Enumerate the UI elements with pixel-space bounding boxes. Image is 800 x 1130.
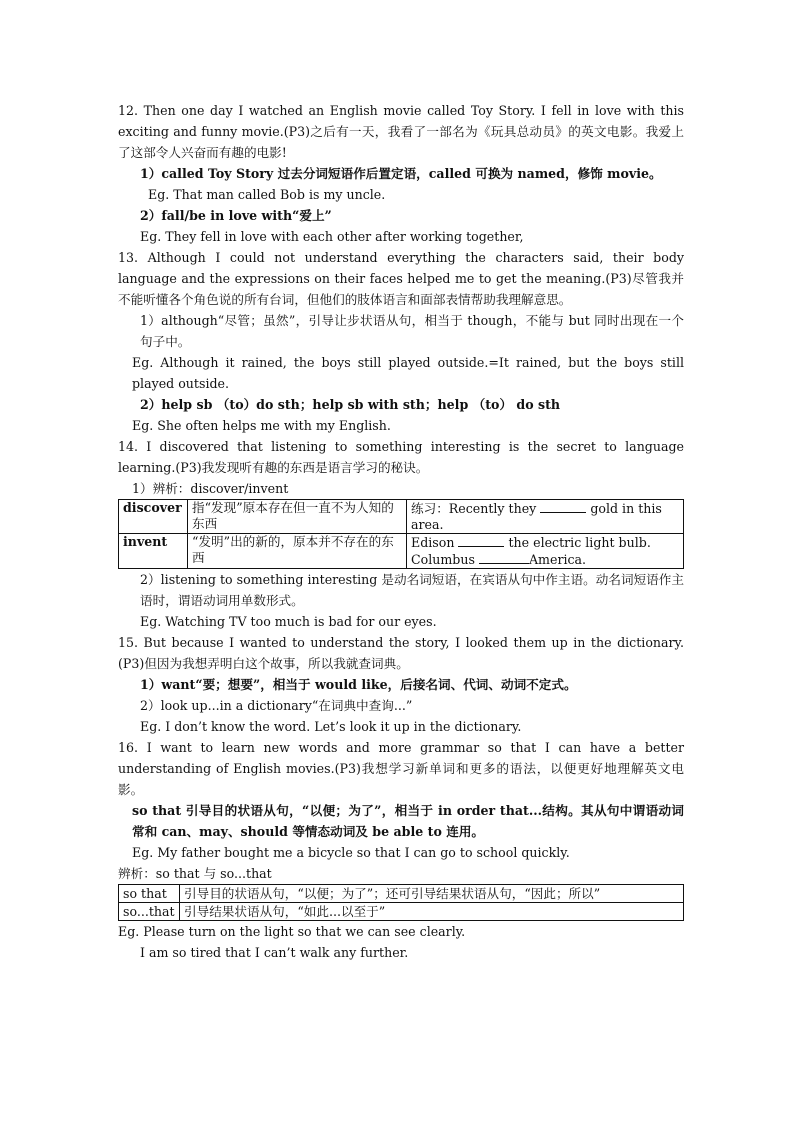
- item-13-sentence: 13. Although I could not understand everything the characters said, their body language and the expressions on their faces helped me to get the meaning.(P3)尽管我并不能听懂各个角色说的所有台词，但他们的肢体语言和面部表情帮助我理解意思。: [118, 250, 684, 307]
- table-cell-word: discover: [119, 500, 188, 534]
- item-13-example-2: Eg. She often helps me with my English.: [132, 418, 391, 433]
- table-row: [119, 534, 684, 569]
- item-12-point-2: 2）fall/be in love with“爱上”: [140, 208, 332, 223]
- table-cell-desc: 引导目的状语从句，“以便；为了”；还可引导结果状语从句，“因此；所以”: [180, 885, 684, 903]
- table-row: [119, 500, 684, 534]
- item-12-sentence: 12. Then one day I watched an English movie called Toy Story. I fell in love with this exciting and funny movie.(P3)之后有一天，我看了一部名为《玩具总动员》的英文电影。我爱上了这部令人兴奋而有趣的电影!: [118, 103, 684, 160]
- item-16-example-2: Eg. Please turn on the light so that we can see clearly.: [118, 924, 466, 939]
- item-12-point-1: 1）called Toy Story 过去分词短语作后置定语，called 可换为 named，修饰 movie。: [140, 166, 662, 181]
- discover-invent-table: [118, 499, 684, 569]
- item-12-example-1: Eg. That man called Bob is my uncle.: [148, 187, 386, 202]
- item-16-compare-label: 辨析：so that 与 so...that: [118, 866, 272, 881]
- item-16-point: so that 引导目的状语从句，“以便；为了”，相当于 in order that...结构。其从句中谓语动词常和 can、may、should 等情态动词及 be able to 连用。: [132, 803, 684, 839]
- item-14-compare-label: 1）辨析：discover/invent: [132, 481, 289, 496]
- item-16-example-1: Eg. My father bought me a bicycle so that I can go to school quickly.: [132, 845, 570, 860]
- document-page: [118, 100, 684, 963]
- table-row: [119, 885, 684, 903]
- answer-blank[interactable]: [458, 534, 504, 547]
- answer-blank[interactable]: [540, 500, 586, 513]
- item-15-point-1: 1）want“要；想要”，相当于 would like，后接名词、代词、动词不定式。: [140, 677, 577, 692]
- item-14-point-2: 2）listening to something interesting 是动名词短语，在宾语从句中作主语。动名词短语作主语时，谓语动词用单数形式。: [140, 572, 684, 608]
- item-15-example-2: Eg. I don’t know the word. Let’s look it up in the dictionary.: [140, 719, 522, 734]
- item-16-sentence: 16. I want to learn new words and more grammar so that I can have a better understanding of English movies.(P3)我想学习新单词和更多的语法，以便更好地理解英文电影。: [118, 740, 684, 797]
- item-15-point-2: 2）look up...in a dictionary“在词典中查询...”: [140, 698, 413, 713]
- table-cell-meaning: “发明”出的新的，原本并不存在的东西: [188, 534, 407, 569]
- table-cell-desc: 引导结果状语从句，“如此...以至于”: [180, 903, 684, 921]
- table-cell-practice: 练习：Recently they gold in this area.: [407, 500, 684, 534]
- item-12-example-2: Eg. They fell in love with each other after working together,: [140, 229, 524, 244]
- table-cell-meaning: 指“发现”原本存在但一直不为人知的东西: [188, 500, 407, 534]
- item-15-sentence: 15. But because I wanted to understand the story, I looked them up in the dictionary.(P3)但因为我想弄明白这个故事，所以我就查词典。: [118, 635, 684, 671]
- answer-blank[interactable]: [479, 551, 529, 564]
- item-16-example-3: I am so tired that I can’t walk any further.: [140, 945, 409, 960]
- item-13-point-2: 2）help sb （to）do sth；help sb with sth；help （to） do sth: [140, 397, 561, 412]
- table-cell-term: so that: [119, 885, 180, 903]
- item-13-example-1: Eg. Although it rained, the boys still played outside.=It rained, but the boys still played outside.: [132, 355, 684, 391]
- so-that-table: [118, 884, 684, 921]
- table-cell-practice: Edison the electric light bulb. Columbus America.: [407, 534, 684, 569]
- item-14-sentence: 14. I discovered that listening to something interesting is the secret to language learning.(P3)我发现听有趣的东西是语言学习的秘诀。: [118, 439, 684, 475]
- item-13-point-1: 1）although“尽管；虽然”，引导让步状语从句，相当于 though，不能与 but 同时出现在一个句子中。: [140, 313, 684, 349]
- table-cell-word: invent: [119, 534, 188, 569]
- item-14-example-2: Eg. Watching TV too much is bad for our eyes.: [140, 614, 437, 629]
- table-row: [119, 903, 684, 921]
- table-cell-term: so...that: [119, 903, 180, 921]
